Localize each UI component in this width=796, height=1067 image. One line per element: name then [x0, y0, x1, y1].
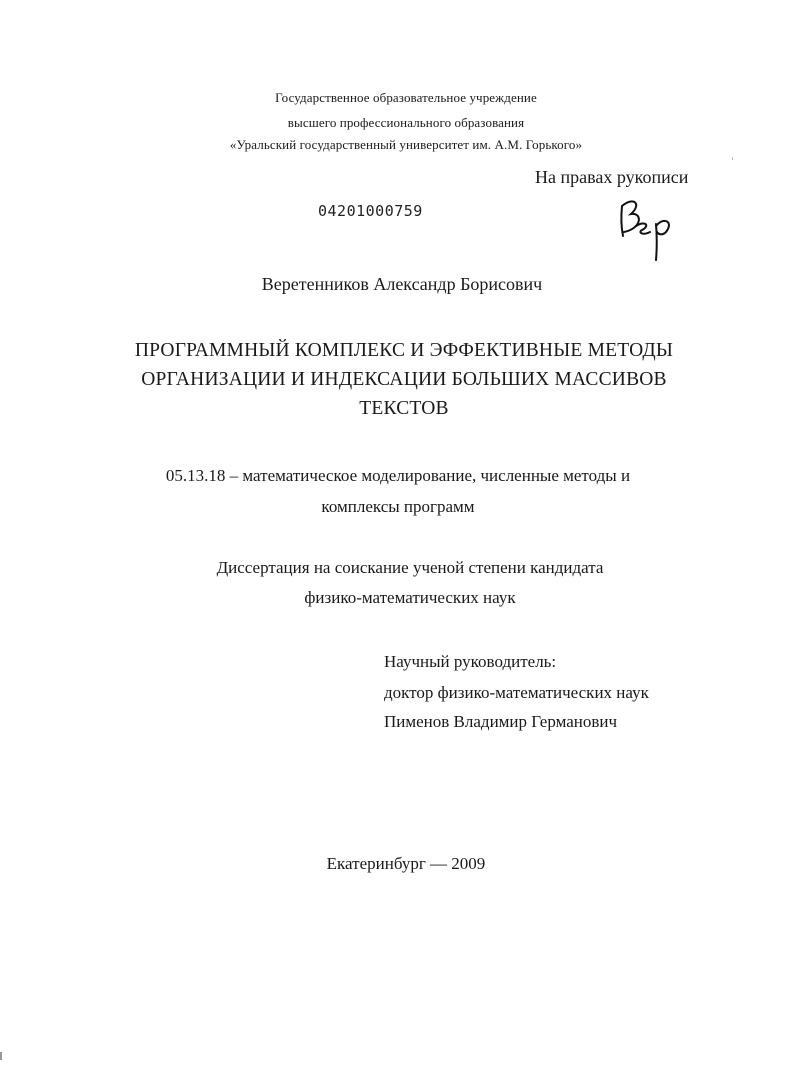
institution-line-1: Государственное образовательное учреждение: [275, 90, 537, 105]
title-line-1: ПРОГРАММНЫЙ КОМПЛЕКС И ЭФФЕКТИВНЫЕ МЕТОДЫ: [134, 340, 674, 361]
rights-note: На правах рукописи: [535, 167, 689, 187]
institution-line-3: «Уральский государственный университет им. А.М. Горького»: [229, 137, 583, 152]
handwritten-signature: [612, 192, 684, 264]
degree-line-2: физико-математических наук: [304, 588, 516, 607]
specialty-line-1: 05.13.18 – математическое моделирование, численные методы и: [165, 466, 631, 485]
scan-speck: [732, 157, 733, 160]
specialty: [0, 460, 796, 522]
title-line-2: ОРГАНИЗАЦИИ И ИНДЕКСАЦИИ БОЛЬШИХ МАССИВОВ: [141, 369, 667, 390]
institution-line-2: высшего профессионального образования: [287, 115, 525, 130]
title-line-3: ТЕКСТОВ: [359, 398, 449, 419]
dissertation-title: [6, 336, 796, 423]
supervisor-degree: доктор физико-математических наук: [384, 683, 649, 702]
supervisor-name: Пименов Владимир Германович: [384, 712, 618, 731]
scan-mark: [0, 1052, 2, 1060]
city-year: Екатеринбург — 2009: [326, 854, 486, 873]
specialty-line-2: комплексы программ: [321, 497, 475, 516]
degree-statement: [12, 553, 796, 613]
registration-code: 04201000759: [318, 202, 423, 220]
degree-line-1: Диссертация на соискание ученой степени кандидата: [216, 558, 604, 577]
supervisor-label: Научный руководитель:: [384, 652, 557, 671]
author-name: Веретенников Александр Борисович: [261, 274, 543, 294]
